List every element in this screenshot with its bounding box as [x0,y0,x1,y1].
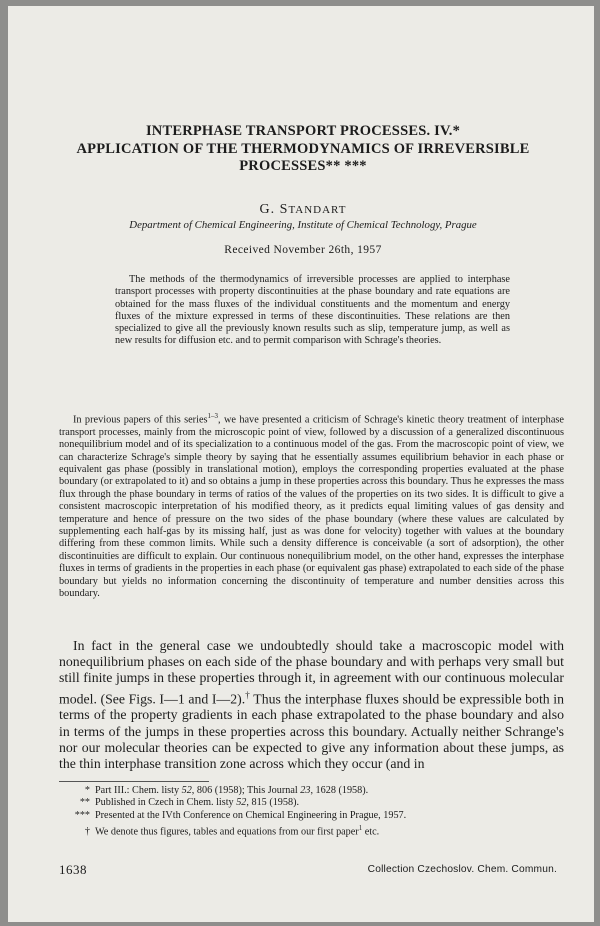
footnote-volume: 52 [181,785,192,796]
title-line-3: PROCESSES** *** [239,158,367,174]
title-line-2: APPLICATION OF THE THERMODYNAMICS OF IRREVERSIBLE [76,140,530,157]
author-affiliation: Department of Chemical Engineering, Institute of Chemical Technology, Prague [129,219,477,231]
para2-start: In fact in the general case we undoubtedly should take a macroscopic model with nonequilibrium phases on each side of the phase boundary and with perhaps very small but still finite jumps in these properties through it, in agreement with our continuous molecular model. (See Figs. I—1 and I—2). [59,638,564,707]
footnote-text: , 815 (1958). [246,797,300,809]
footnote-text: , 806 (1958); This Journal [191,785,301,796]
footnote-mark: * [84,785,90,796]
journal-name: Collection Czechoslov. Chem. Commun. [367,864,557,875]
title-line-1: INTERPHASE TRANSPORT PROCESSES. IV.* [145,123,461,139]
footnote-volume: 23 [300,785,311,796]
footnote-mark: † [84,826,90,838]
footnote-divider [59,781,209,782]
author-surname-smallcaps: TANDART [288,204,347,216]
received-date: Received November 26th, 1957 [224,244,382,256]
para1-rest: , we have presented a criticism of Schrage's kinetic theory treatment of interphase transport processes, mainly from the microscopic point of view, followed by a discussion of a generalized discontinuous nonequilibrium model and of its specialization to a continuous model of the gas. From the macroscopic point of view, we can characterize Schrage's simple theory by saying that he essentially assumes equilibrium behavior in each phase or equivalent gas phase (possibly in translational motion), employs the corresponding properties evaluated at the phase boundary (or extrapolated to it) and so obtains a jump in these properties across this boundary. Thus he expresses the mass flux through the phase boundary in terms of ratios of the values of the properties on its two sides. It is difficult to give a consistent macroscopic interpretation of his modified theory, as it predicts equal limiting values of gas density and temperature and hence of pressure on the two sides of the phase boundary (where these values are calculated by supplementing each half-gas by its missing half, just as was done for velocity) together with values at the boundary differing from these common limits. While such a density difference is conceivable (a sort of adsorption), the other discontinuities are difficult to explain. Our continuous nonequilibrium model, on the other hand, expresses the interphase fluxes in terms of gradients in the properties in each phase (or equivalent gas phase) extrapolated to each side of the phase boundary but yields no information concerning the discontinuity of temperature and number densities across this boundary. [59,414,564,600]
author-initial: G. S [259,202,289,217]
para1-citation: 1–3 [207,412,219,420]
body-paragraph-2 [59,638,564,772]
footnote [66,822,556,839]
footnote [66,810,556,822]
footnotes [66,785,556,839]
para2-rest: Thus the interphase fluxes should be expressible both in terms of the property gradients in each phase extrapolated to the phase boundary and also in terms of the jumps in these properties across this boundary. Actually neither Schrange's nor our molecular theories can be expected to give any information about these jumps, as the thin interphase transition zone across which they occur (and in [59,691,565,772]
footnote-text: , 1628 (1958). [310,785,369,796]
article-title [48,123,558,176]
para1-start: In previous papers of this series [73,414,208,426]
author-name [48,202,558,218]
footnote-citation: 1 [358,823,363,832]
footnote-mark: ** [79,797,90,809]
para2-dagger: † [245,689,250,700]
body-paragraph-1 [59,410,564,601]
footnote-text: Part III.: Chem. listy [95,785,182,796]
footnote [66,785,556,797]
footnote-text: Presented at the IVth Conference on Chemical Engineering in Prague, 1957. [95,809,407,821]
abstract: The methods of the thermodynamics of irreversible processes are applied to interphase transport processes with property discontinuities at the phase boundary and rate equations are obtained for the mass fluxes of the individual constituents and the momentum and energy fluxes of the mixture expressed in terms of these discontinuities. These relations are then specialized to give all the previously known results such as slip, temperature jump, as well as new results for diffusion etc. and to permit comparison with Schrage's theories. [115,274,510,347]
footnote-text: etc. [362,826,380,838]
footnote-text: Published in Czech in Chem. listy [95,797,237,809]
page-number: 1638 [59,862,87,877]
footnote [66,797,556,809]
footnote-mark: *** [74,809,90,821]
footnote-volume: 52 [236,797,247,809]
journal-page [8,6,594,922]
footnote-text: We denote thus figures, tables and equations from our first paper [95,826,359,838]
